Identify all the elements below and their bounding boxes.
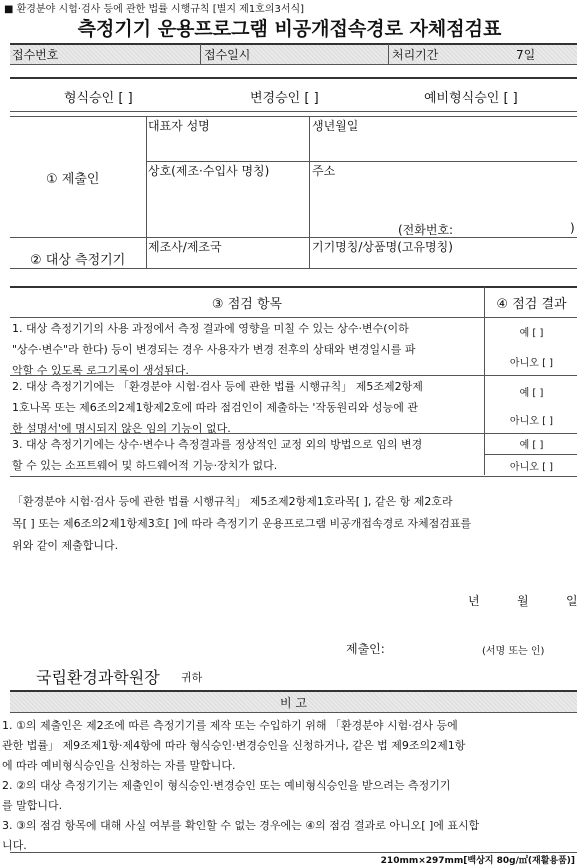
note-item-1: 1. ①의 제출인은 제2조에 따른 측정기기를 제작 또는 수입하기 위해 「환경분야 시험·검사 등에 관한 법률」 제9조제1항·제4항에 따라 형식승인·변경승인을 신청하거나, 같은 법 제9조의2제1항 에 따라 예비형식승인을 신청하는 자를 말합니다. — [2, 719, 466, 772]
form-title: 측정기기 운용프로그램 비공개접속경로 자체점검표 — [77, 18, 502, 40]
divider — [309, 116, 310, 161]
receipt-date-label: 접수일시 — [204, 48, 251, 62]
representative-name-label: 대표자 성명 — [148, 119, 210, 133]
divider — [10, 268, 577, 269]
declaration-text: 「환경분야 시험·검사 등에 관한 법률 시행규칙」 제5조제2항제1호라목[ ], 같은 항 제2호라 목[ ] 또는 제6조의2제1항제3호[ ]에 따라 측정기기 운용프로그램 비공개접속경로 자체점검표를 위와 같이 제출합니다. — [12, 495, 472, 552]
addressee-suffix: 귀하 — [181, 671, 203, 684]
item-3-yes-checkbox[interactable]: 예 [ ] — [519, 440, 544, 451]
divider — [200, 44, 201, 64]
check-item-2: 2. 대상 측정기기에는 「환경분야 시험·검사 등에 관한 법률 시행규칙」 제5조제2항제 1호나목 또는 제6조의2제1항제2호에 따라 점검인이 제출하는 '작동원리와 성능에 관 한 설명서'에 명시되지 않은 임의 기능이 없다. — [12, 380, 423, 435]
addressee: 국립환경과학원장 — [36, 668, 160, 687]
item-1-yes-checkbox[interactable]: 예 [ ] — [519, 328, 544, 339]
check-result-header: ④ 점검 결과 — [496, 297, 567, 312]
check-items-header: ③ 점검 항목 — [211, 297, 283, 312]
divider — [10, 116, 577, 117]
processing-period-label: 처리기간 — [392, 48, 439, 62]
target-device-section-label: ② 대상 측정기기 — [30, 253, 126, 268]
divider — [309, 161, 310, 237]
note-item-2: 2. ②의 대상 측정기기는 제출인이 형식승인·변경승인 또는 예비형식승인을 받으려는 측정기기 를 말합니다. — [2, 779, 451, 812]
note-item-3: 3. ③의 점검 항목에 대해 사실 여부를 확인할 수 없는 경우에는 ④의 점검 결과로 아니오[ ]에 표시합 니다. — [2, 819, 480, 852]
month-label: 월 — [517, 594, 529, 608]
preliminary-approval-checkbox[interactable]: 예비형식승인 [ ] — [424, 91, 518, 106]
phone-close-paren: ) — [570, 221, 575, 235]
processing-period-value: 7일 — [516, 48, 536, 62]
check-item-1: 1. 대상 측정기기의 사용 과정에서 측정 결과에 영향을 미칠 수 있는 상수·변수(이하 "상수·변수"라 한다) 등이 변경되는 경우 사용자가 변경 전후의 상태와 변경일시를 파 악할 수 있도록 로그기록이 생성된다. — [12, 322, 416, 377]
notes-list — [2, 716, 577, 856]
notes-header: 비 고 — [280, 696, 307, 710]
product-name-label: 기기명칭/상품명(고유명칭) — [312, 240, 453, 254]
divider — [10, 111, 577, 112]
item-1-no-checkbox[interactable]: 아니오 [ ] — [509, 358, 554, 369]
phone-label: (전화번호: — [398, 223, 454, 237]
item-3-no-checkbox[interactable]: 아니오 [ ] — [509, 462, 554, 473]
type-approval-checkbox[interactable]: 형식승인 [ ] — [64, 91, 133, 106]
change-approval-checkbox[interactable]: 변경승인 [ ] — [250, 91, 319, 106]
intake-row — [10, 44, 577, 64]
company-name-label: 상호(제조·수입사 명칭) — [148, 164, 270, 178]
address-label: 주소 — [312, 164, 336, 178]
day-label: 일 — [566, 594, 578, 608]
check-item-3: 3. 대상 측정기기에는 상수·변수나 측정결과를 정상적인 교정 외의 방법으로 임의 변경 할 수 있는 소프트웨어 및 하드웨어적 기능·장치가 없다. — [12, 438, 423, 472]
birth-date-label: 생년월일 — [312, 119, 359, 133]
signature-note: (서명 또는 인) — [482, 646, 545, 657]
divider — [10, 476, 577, 477]
manufacturer-label: 제조사/제조국 — [148, 240, 222, 254]
applicant-section-label: ① 제출인 — [46, 172, 100, 187]
divider — [10, 237, 577, 238]
divider — [10, 77, 577, 79]
divider — [484, 454, 577, 455]
divider — [146, 116, 147, 268]
divider — [10, 64, 577, 65]
item-2-no-checkbox[interactable]: 아니오 [ ] — [509, 416, 554, 427]
divider — [10, 286, 577, 288]
receipt-number-label: 접수번호 — [12, 48, 59, 62]
divider — [388, 44, 389, 64]
divider — [10, 712, 577, 713]
year-label: 년 — [468, 594, 480, 608]
divider — [309, 237, 310, 268]
divider — [10, 43, 577, 45]
submitter-label: 제출인: — [346, 642, 385, 656]
item-2-yes-checkbox[interactable]: 예 [ ] — [519, 388, 544, 399]
legal-basis-note: ■ 환경분야 시험·검사 등에 관한 법률 시행규칙 [별지 제1호의3서식] — [4, 4, 305, 15]
paper-spec: 210mm×297mm[백상지 80g/㎡(재활용품)] — [380, 856, 575, 866]
